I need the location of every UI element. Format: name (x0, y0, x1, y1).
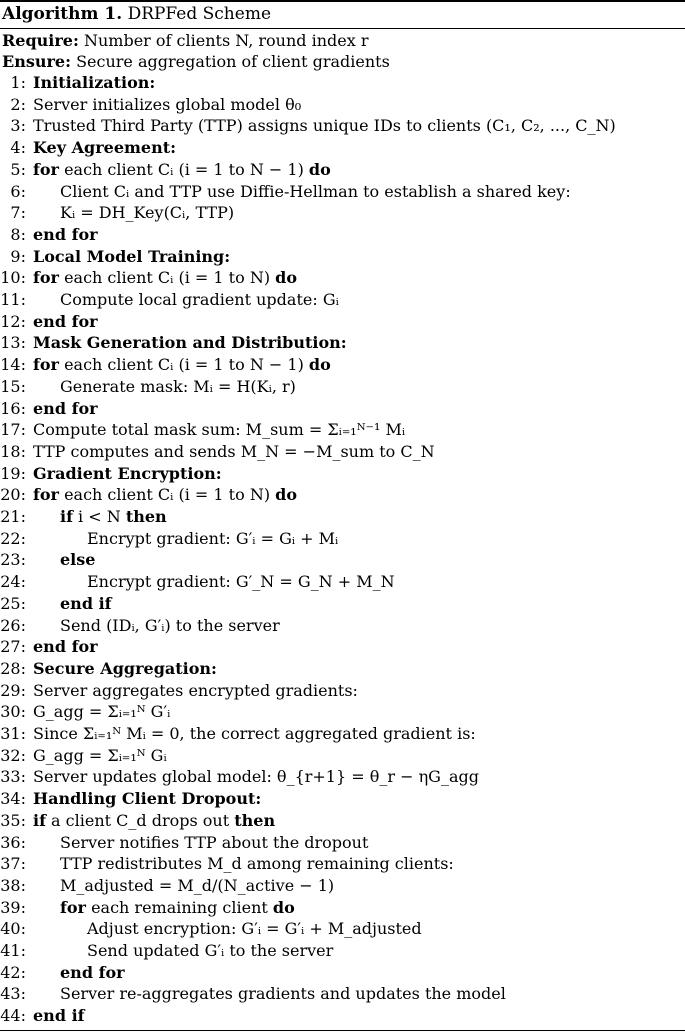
line-content (33, 354, 331, 376)
line-content (60, 897, 295, 919)
line-number: 21: (0, 507, 26, 526)
line-content (60, 376, 296, 398)
algorithm-line (0, 615, 685, 637)
line-number: 42: (0, 962, 26, 982)
algorithm-line (0, 593, 685, 615)
line-content (33, 419, 405, 441)
line-text: G_agg = Σᵢ₌₁ᴺ G′ᵢ (33, 702, 171, 722)
section-heading: Initialization: (33, 73, 156, 92)
line-number: 34: (0, 789, 26, 809)
algorithm-line (0, 897, 685, 919)
algorithm-line (0, 267, 685, 289)
algorithm-line (0, 398, 685, 420)
line-number: 15: (0, 376, 26, 396)
line-content (60, 549, 95, 571)
line-content (60, 832, 368, 854)
top-rule (0, 0, 685, 2)
keyword: else (60, 550, 96, 570)
line-content (33, 72, 155, 94)
keyword: end for (60, 962, 125, 982)
line-text: Send (IDᵢ, G′ᵢ) to the server (60, 615, 280, 635)
algorithm-line (0, 745, 685, 767)
require-line (2, 30, 369, 51)
algorithm-line (0, 463, 685, 485)
algorithm-line (0, 441, 685, 463)
line-content (33, 723, 476, 745)
line-number: 7: (10, 203, 26, 223)
algorithm-line (0, 810, 685, 832)
require-label: Require: (2, 31, 79, 50)
line-text: Compute total mask sum: M_sum = Σᵢ₌₁ᴺ⁻¹ Mᵢ (33, 420, 406, 440)
line-content (33, 810, 275, 832)
line-content (33, 311, 98, 333)
keyword: for (33, 355, 59, 375)
algorithm-line (0, 701, 685, 723)
line-number: 18: (0, 441, 26, 461)
line-number: 28: (0, 658, 26, 678)
keyword: end if (60, 593, 112, 613)
line-content (60, 181, 571, 203)
algorithm-line (0, 202, 685, 224)
ensure-text: Secure aggregation of client gradients (76, 52, 390, 71)
line-text: Server initializes global model θ₀ (33, 94, 302, 114)
line-text: Trusted Third Party (TTP) assigns unique IDs to clients (C₁, C₂, ..., C_N) (33, 116, 616, 136)
line-text: Since Σᵢ₌₁ᴺ Mᵢ = 0, the correct aggregated gradient is: (33, 724, 476, 743)
keyword: for (33, 268, 59, 288)
line-number: 11: (0, 290, 26, 309)
line-content (87, 918, 422, 940)
section-heading: Local Model Training: (33, 246, 231, 266)
line-number: 22: (0, 528, 26, 548)
line-content (33, 636, 98, 658)
line-text: Server updates global model: θ_{r+1} = θ_r − ηG_agg (33, 767, 479, 787)
algorithm-line (0, 832, 685, 854)
algorithm-line (0, 376, 685, 398)
line-text: Kᵢ = DH_Key(Cᵢ, TTP) (60, 203, 235, 223)
line-content (60, 962, 125, 984)
line-text: each client Cᵢ (i = 1 to N) (58, 485, 276, 505)
line-text: Encrypt gradient: G′_N = G_N + M_N (87, 572, 395, 592)
line-number: 19: (0, 463, 26, 483)
algorithm-line (0, 723, 685, 745)
algorithm-line (0, 94, 685, 116)
line-content (33, 115, 616, 137)
line-content (33, 224, 98, 246)
line-content (33, 766, 479, 788)
line-number: 31: (0, 724, 26, 743)
line-number: 33: (0, 767, 26, 787)
algorithm-line (0, 224, 685, 246)
keyword: do (275, 485, 297, 505)
ensure-label: Ensure: (2, 52, 71, 71)
line-content (60, 615, 280, 637)
algorithm-line (0, 658, 685, 680)
algorithm-line (0, 1005, 685, 1027)
line-number: 36: (0, 832, 26, 852)
line-text: Client Cᵢ and TTP use Diffie-Hellman to establish a shared key: (60, 181, 571, 201)
line-number: 35: (0, 810, 26, 830)
algorithm-line (0, 137, 685, 159)
line-content (33, 658, 217, 680)
algorithm-line (0, 571, 685, 593)
section-heading: Mask Generation and Distribution: (33, 333, 347, 353)
line-content (60, 289, 339, 311)
keyword: do (275, 268, 297, 288)
line-content (33, 484, 297, 506)
line-text: TTP redistributes M_d among remaining clients: (60, 854, 454, 874)
keyword: do (272, 897, 295, 917)
line-number: 27: (0, 637, 26, 657)
algorithm-line (0, 853, 685, 875)
caption-rule (0, 28, 685, 29)
line-number: 30: (0, 702, 26, 722)
line-text: Server notifies TTP about the dropout (60, 832, 369, 852)
line-content (60, 202, 234, 224)
keyword: end for (33, 224, 98, 244)
line-number: 32: (0, 745, 26, 765)
keyword: for (60, 897, 86, 917)
line-number: 6: (10, 181, 26, 201)
line-text: each remaining client (85, 897, 273, 917)
line-content (87, 571, 395, 593)
line-number: 25: (0, 593, 26, 613)
line-content (60, 983, 506, 1005)
algorithm-line (0, 289, 685, 311)
algorithm-line (0, 680, 685, 702)
line-content (33, 137, 176, 159)
ensure-line (2, 51, 390, 72)
line-content (33, 332, 347, 354)
line-content (33, 745, 167, 767)
line-number: 17: (0, 420, 26, 440)
section-heading: Secure Aggregation: (33, 658, 217, 678)
line-content (33, 267, 297, 289)
algorithm-line (0, 983, 685, 1005)
line-number: 2: (10, 94, 26, 114)
algorithm-line (0, 332, 685, 354)
keyword: end for (33, 637, 98, 657)
line-number: 13: (0, 333, 26, 353)
line-content (33, 398, 98, 420)
line-number: 5: (10, 159, 26, 179)
algorithm-line (0, 875, 685, 897)
keyword: for (33, 159, 59, 179)
line-content (33, 788, 261, 810)
algorithm-line (0, 962, 685, 984)
line-text: a client C_d drops out (45, 810, 235, 830)
section-heading: Gradient Encryption: (33, 463, 222, 483)
algorithm-line (0, 159, 685, 181)
require-text: Number of clients N, round index r (83, 31, 369, 50)
keyword: then (125, 507, 167, 526)
algorithm-line (0, 766, 685, 788)
line-number: 8: (10, 224, 26, 244)
line-number: 37: (0, 854, 26, 874)
line-content (33, 680, 358, 702)
algorithm-line (0, 636, 685, 658)
line-content (60, 875, 334, 897)
line-content (60, 593, 112, 615)
algorithm-line (0, 72, 685, 94)
algorithm-line (0, 940, 685, 962)
line-content (87, 940, 333, 962)
algorithm-line (0, 484, 685, 506)
algorithm-line (0, 506, 685, 528)
line-number: 10: (0, 268, 26, 288)
line-number: 12: (0, 311, 26, 331)
line-content (33, 159, 331, 181)
line-content (33, 463, 222, 485)
section-heading: Handling Client Dropout: (33, 789, 262, 809)
keyword: for (33, 485, 59, 505)
keyword: do (308, 355, 331, 375)
algorithm-line (0, 528, 685, 550)
line-number: 23: (0, 550, 26, 570)
line-text: Adjust encryption: G′ᵢ = G′ᵢ + M_adjusted (87, 919, 422, 939)
algorithm-line (0, 354, 685, 376)
caption-label: Algorithm 1. (2, 4, 123, 24)
keyword: do (308, 159, 331, 179)
algorithm-line (0, 181, 685, 203)
line-number: 4: (10, 138, 26, 158)
line-text: Encrypt gradient: G′ᵢ = Gᵢ + Mᵢ (87, 528, 339, 548)
line-text: Server aggregates encrypted gradients: (33, 680, 358, 700)
line-number: 9: (10, 246, 26, 266)
keyword: end if (33, 1006, 85, 1026)
line-content (33, 1005, 85, 1027)
line-text: G_agg = Σᵢ₌₁ᴺ Gᵢ (33, 745, 167, 765)
line-text: Compute local gradient update: Gᵢ (60, 290, 339, 309)
line-number: 1: (10, 73, 26, 92)
line-number: 26: (0, 615, 26, 635)
keyword: end for (33, 398, 98, 418)
line-number: 24: (0, 572, 26, 592)
line-text: each client Cᵢ (i = 1 to N − 1) (58, 159, 309, 179)
line-number: 40: (0, 919, 26, 939)
line-content (33, 94, 301, 116)
bottom-rule (0, 1030, 685, 1031)
line-number: 38: (0, 875, 26, 895)
keyword: then (234, 810, 276, 830)
line-number: 16: (0, 398, 26, 418)
line-text: M_adjusted = M_d/(N_active − 1) (60, 875, 335, 895)
line-text: i < N (72, 507, 126, 526)
line-text: Server re-aggregates gradients and updates the model (60, 984, 506, 1004)
line-number: 29: (0, 680, 26, 700)
line-text: each client Cᵢ (i = 1 to N − 1) (58, 355, 309, 375)
line-number: 39: (0, 897, 26, 917)
line-content (60, 853, 454, 875)
algorithm-line (0, 549, 685, 571)
algorithm-line (0, 419, 685, 441)
algorithm-line (0, 246, 685, 268)
line-text: TTP computes and sends M_N = −M_sum to C_N (33, 441, 435, 461)
line-content (33, 701, 170, 723)
keyword: end for (33, 311, 98, 331)
algorithm-line (0, 788, 685, 810)
line-number: 44: (0, 1006, 26, 1026)
caption-title: DRPFed Scheme (127, 4, 271, 24)
line-number: 20: (0, 485, 26, 505)
section-heading: Key Agreement: (33, 138, 177, 158)
line-content (60, 506, 167, 528)
algorithm-line (0, 311, 685, 333)
keyword: if (33, 810, 46, 830)
line-content (33, 246, 230, 268)
line-text: Send updated G′ᵢ to the server (87, 941, 334, 960)
algorithm-line (0, 918, 685, 940)
algorithm-line (0, 115, 685, 137)
line-content (33, 441, 435, 463)
line-number: 14: (0, 355, 26, 375)
algorithm-caption (2, 3, 271, 25)
line-content (87, 528, 338, 550)
line-number: 3: (10, 116, 26, 136)
line-text: Generate mask: Mᵢ = H(Kᵢ, r) (60, 376, 296, 396)
keyword: if (60, 507, 73, 526)
line-number: 43: (0, 984, 26, 1004)
line-number: 41: (0, 941, 26, 960)
line-text: each client Cᵢ (i = 1 to N) (58, 268, 276, 288)
